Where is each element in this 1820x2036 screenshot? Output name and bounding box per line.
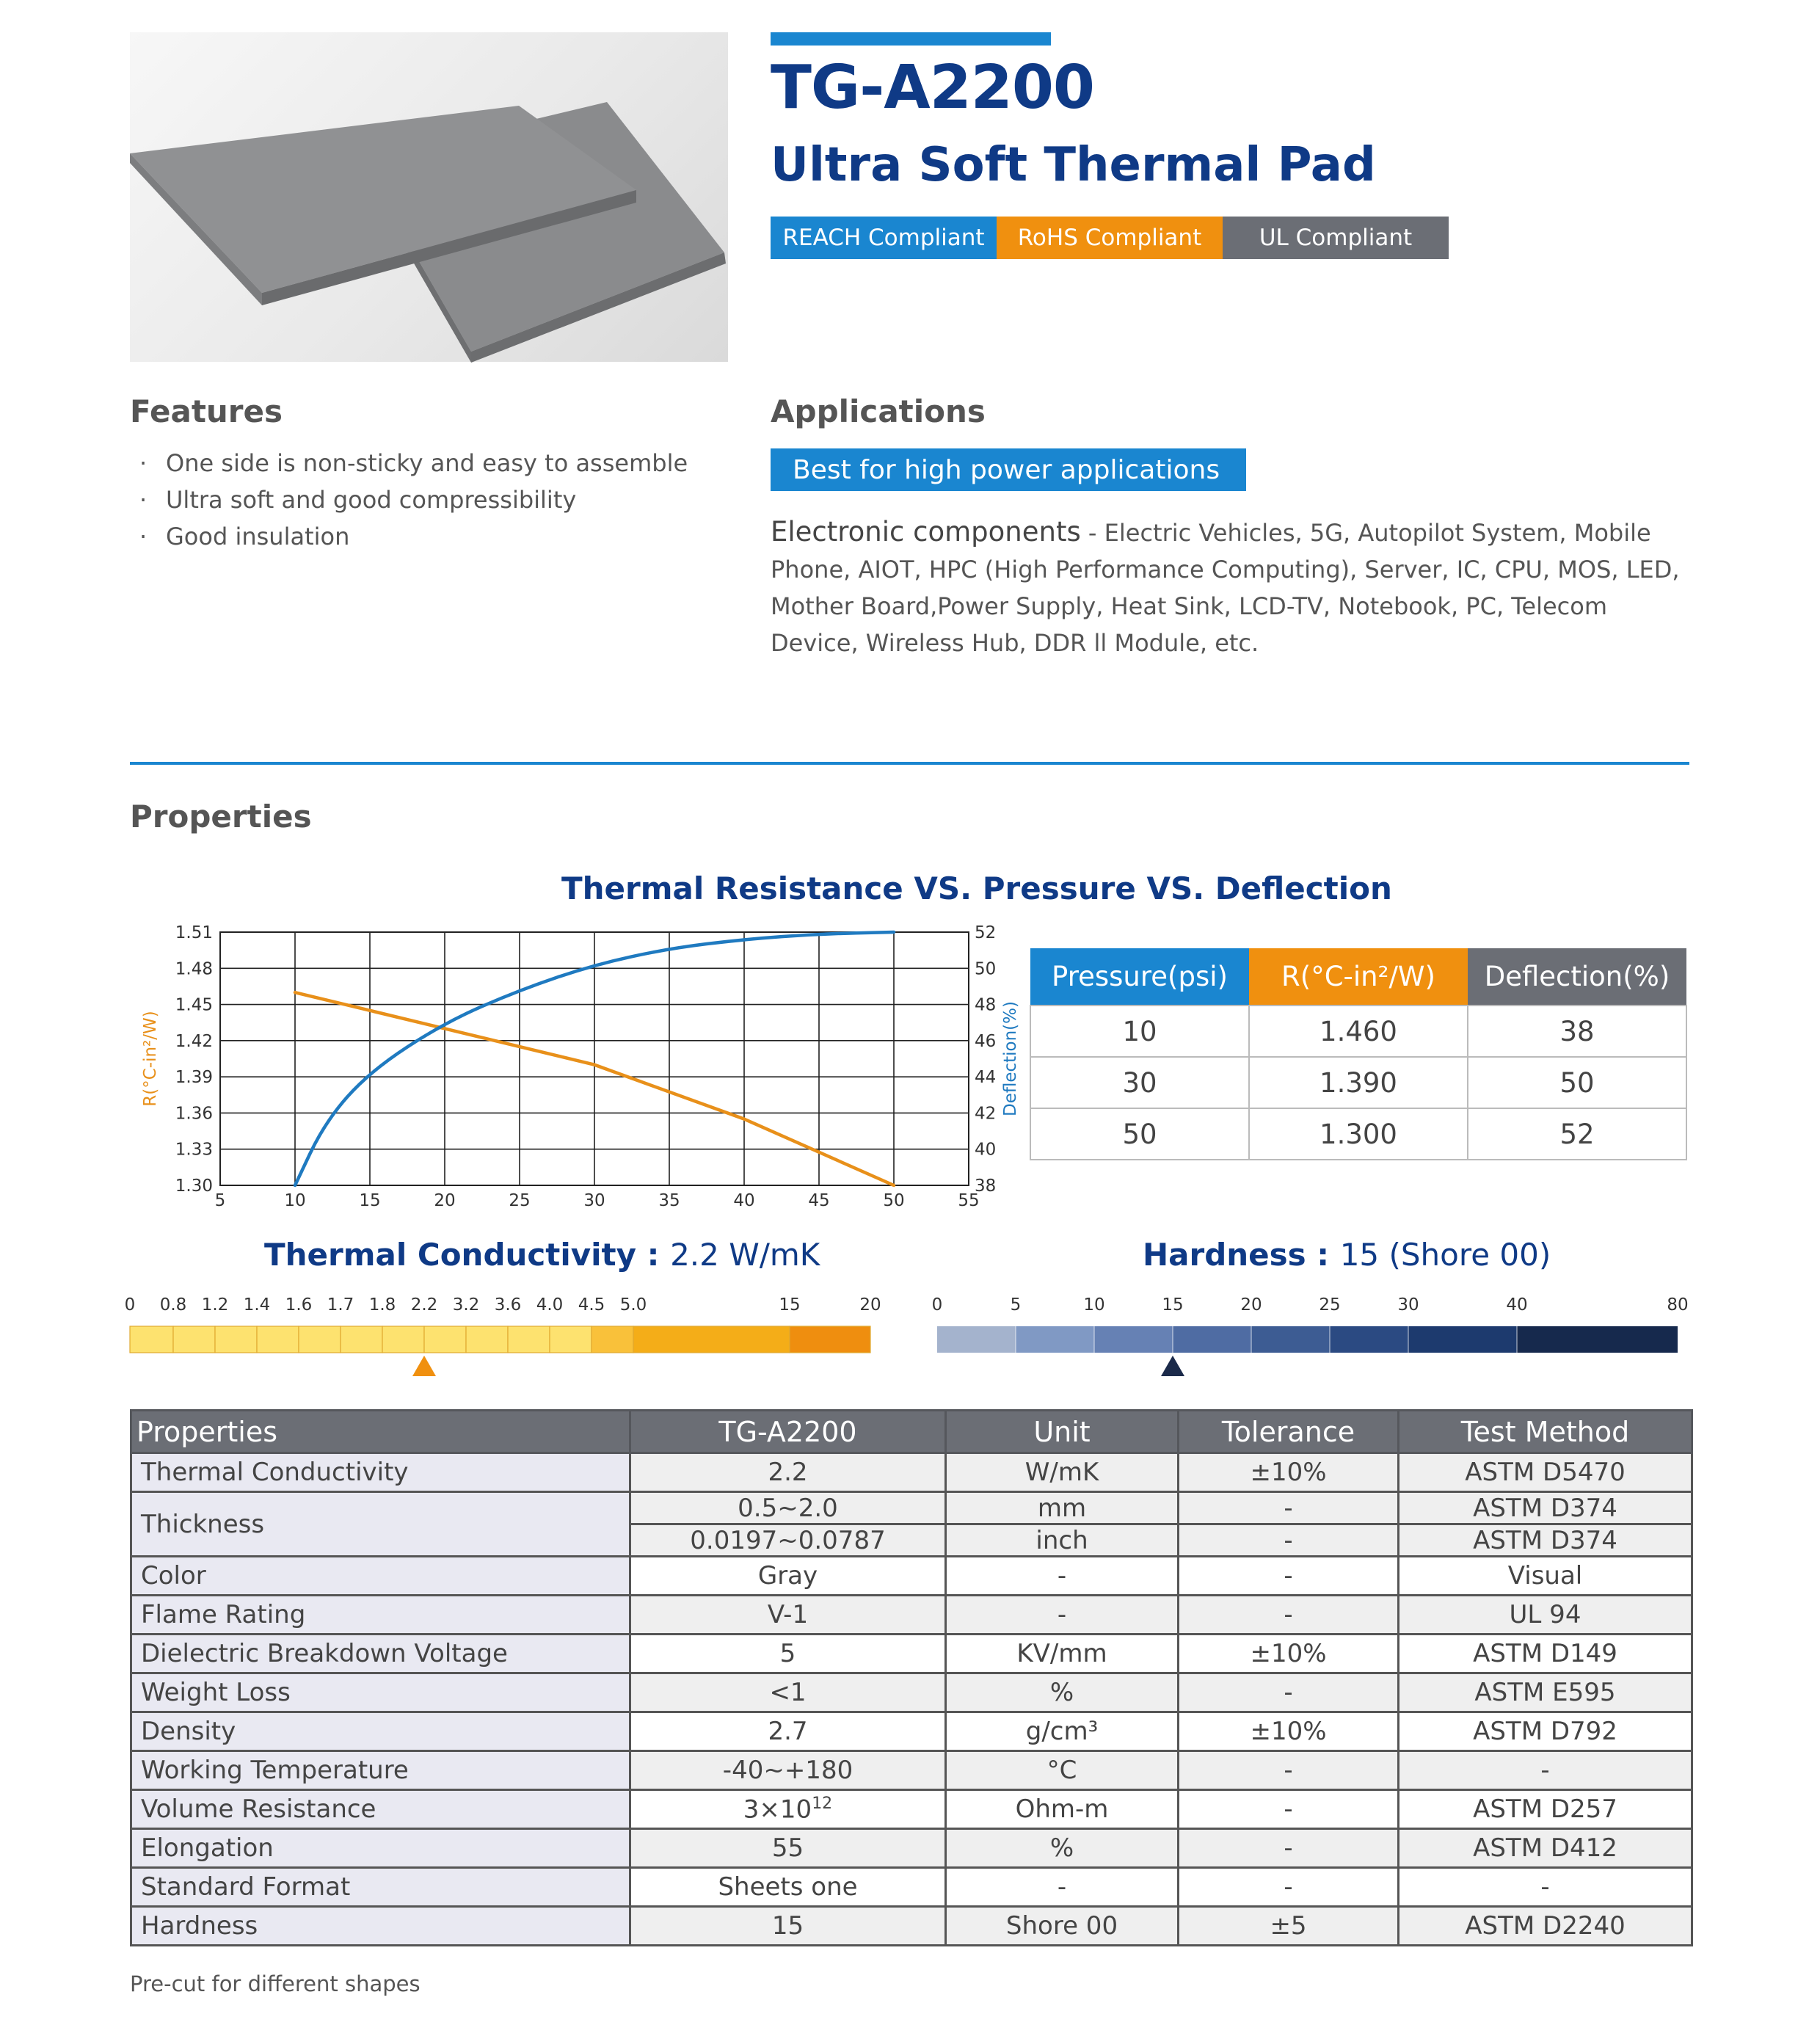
table-row	[131, 1453, 1692, 1492]
y-tick-label: 1.36	[175, 1104, 213, 1124]
row-unit: Shore 00	[946, 1907, 1179, 1946]
row-value: 2.2	[630, 1453, 946, 1492]
cell: 10	[1030, 1006, 1249, 1057]
scale-segment	[424, 1326, 466, 1353]
header-properties: Properties	[131, 1411, 630, 1453]
scale-tick-label: 5	[1010, 1295, 1022, 1315]
scale-segment	[382, 1326, 424, 1353]
scale-tick-label: 1.8	[368, 1295, 396, 1315]
cell: 1.300	[1249, 1108, 1468, 1160]
x-tick-label: 55	[958, 1191, 980, 1210]
row-method: ASTM D149	[1399, 1635, 1692, 1673]
header-test-method: Test Method	[1399, 1411, 1692, 1453]
y2-tick-label: 46	[975, 1031, 997, 1051]
row-tolerance: -	[1179, 1751, 1399, 1790]
scale-tick-label: 1.7	[327, 1295, 354, 1315]
row-tolerance: -	[1179, 1596, 1399, 1635]
row-value: 0.0197~0.0787	[630, 1524, 946, 1557]
scale-tick-label: 0.8	[159, 1295, 187, 1315]
row-label: Flame Rating	[131, 1596, 630, 1635]
x-tick-label: 30	[583, 1191, 605, 1210]
y2-axis-label: Deflection(%)	[1001, 1000, 1020, 1117]
row-unit: Ohm-m	[946, 1790, 1179, 1829]
scale-tick-label: 3.6	[494, 1295, 522, 1315]
table-row	[1030, 1006, 1686, 1057]
table-row	[131, 1907, 1692, 1946]
row-unit: mm	[946, 1492, 1179, 1524]
scale-segment	[937, 1326, 1016, 1353]
scale-tick-label: 2.2	[410, 1295, 438, 1315]
row-tolerance: -	[1179, 1673, 1399, 1712]
y2-tick-label: 40	[975, 1140, 997, 1160]
footnote: Pre-cut for different shapes	[130, 1971, 421, 1996]
row-value	[630, 1790, 946, 1829]
row-tolerance: -	[1179, 1524, 1399, 1557]
y2-tick-label: 44	[975, 1068, 997, 1088]
spec-table-header	[131, 1411, 1692, 1453]
row-tolerance: ±5	[1179, 1907, 1399, 1946]
y-tick-label: 1.48	[175, 959, 213, 979]
pressure-header: Pressure(psi)	[1030, 948, 1249, 1006]
row-unit: -	[946, 1557, 1179, 1596]
row-unit: W/mK	[946, 1453, 1179, 1492]
row-value: 0.5~2.0	[630, 1492, 946, 1524]
row-label: Elongation	[131, 1829, 630, 1868]
rohs-badge: RoHS Compliant	[997, 217, 1223, 259]
applications-badge: Best for high power applications	[771, 448, 1246, 491]
table-row	[131, 1712, 1692, 1751]
product-photo	[130, 32, 728, 362]
row-label: Volume Resistance	[131, 1790, 630, 1829]
resistance-header: R(°C-in²/W)	[1249, 948, 1468, 1006]
hardness-value: 15 (Shore 00)	[1339, 1237, 1551, 1273]
scale-tick-label: 1.6	[285, 1295, 313, 1315]
cell: 1.390	[1249, 1057, 1468, 1108]
x-tick-label: 15	[359, 1191, 381, 1210]
scale-tick-label: 5.0	[619, 1295, 647, 1315]
row-method: ASTM D257	[1399, 1790, 1692, 1829]
scale-tick-label: 1.4	[243, 1295, 271, 1315]
scale-segment	[299, 1326, 341, 1353]
row-label: Thermal Conductivity	[131, 1453, 630, 1492]
scale-segment	[550, 1326, 592, 1353]
scale-tick-label: 4.5	[578, 1295, 605, 1315]
table-row	[131, 1868, 1692, 1907]
row-label: Working Temperature	[131, 1751, 630, 1790]
section-divider	[130, 762, 1689, 765]
scale-segment	[341, 1326, 382, 1353]
hardness-title	[1143, 1237, 1551, 1273]
row-label: Weight Loss	[131, 1673, 630, 1712]
scale-tick-label: 15	[1162, 1295, 1184, 1315]
table-row	[131, 1829, 1692, 1868]
table-row	[131, 1790, 1692, 1829]
row-method: -	[1399, 1868, 1692, 1907]
table-row	[131, 1596, 1692, 1635]
scale-segment	[633, 1326, 790, 1353]
scale-tick-label: 20	[859, 1295, 881, 1315]
row-value: 15	[630, 1907, 946, 1946]
deflection-header: Deflection(%)	[1468, 948, 1686, 1006]
scale-segment	[1408, 1326, 1517, 1353]
row-method: ASTM D412	[1399, 1829, 1692, 1868]
features-heading: Features	[130, 393, 283, 429]
spec-table	[130, 1409, 1693, 1946]
header-tolerance: Tolerance	[1179, 1411, 1399, 1453]
row-value: <1	[630, 1673, 946, 1712]
row-unit: -	[946, 1868, 1179, 1907]
scale-segment	[1330, 1326, 1408, 1353]
scale-segment	[1016, 1326, 1094, 1353]
y-tick-label: 1.42	[175, 1031, 213, 1051]
scale-tick-label: 4.0	[536, 1295, 564, 1315]
scale-segment	[257, 1326, 299, 1353]
y-tick-label: 1.39	[175, 1068, 213, 1088]
row-method: ASTM D374	[1399, 1524, 1692, 1557]
row-tolerance: -	[1179, 1829, 1399, 1868]
y2-tick-label: 48	[975, 995, 997, 1015]
scale-segment	[1517, 1326, 1678, 1353]
row-method: ASTM D792	[1399, 1712, 1692, 1751]
scale-segment	[173, 1326, 215, 1353]
conductivity-scale	[110, 1288, 888, 1376]
feature-item: · Good insulation	[139, 518, 688, 555]
applications-text	[771, 514, 1688, 661]
row-label: Color	[131, 1557, 630, 1596]
scale-tick-label: 40	[1506, 1295, 1528, 1315]
row-method: -	[1399, 1751, 1692, 1790]
hardness-marker	[1161, 1356, 1184, 1376]
table-row	[131, 1635, 1692, 1673]
reach-badge: REACH Compliant	[771, 217, 997, 259]
thermal-resistance-chart	[132, 917, 1020, 1226]
scale-segment	[215, 1326, 257, 1353]
row-value: Sheets one	[630, 1868, 946, 1907]
x-tick-label: 25	[509, 1191, 531, 1210]
scale-segment	[1173, 1326, 1251, 1353]
cell: 1.460	[1249, 1006, 1468, 1057]
scale-tick-label: 1.2	[201, 1295, 229, 1315]
scale-segment	[790, 1326, 870, 1353]
y2-tick-label: 50	[975, 959, 997, 979]
conductivity-title	[264, 1237, 820, 1273]
table-row	[131, 1492, 1692, 1524]
row-tolerance: -	[1179, 1492, 1399, 1524]
pressure-table-header	[1030, 948, 1686, 1006]
header-unit: Unit	[946, 1411, 1179, 1453]
scale-tick-label: 0	[931, 1295, 943, 1315]
y-tick-label: 1.51	[175, 923, 213, 942]
row-unit: inch	[946, 1524, 1179, 1557]
row-value: 5	[630, 1635, 946, 1673]
properties-heading: Properties	[130, 799, 312, 835]
y-tick-label: 1.33	[175, 1140, 213, 1160]
cell: 38	[1468, 1006, 1686, 1057]
table-row	[131, 1751, 1692, 1790]
product-code: TG-A2200	[771, 53, 1094, 123]
row-method: ASTM D374	[1399, 1492, 1692, 1524]
scale-tick-label: 30	[1397, 1295, 1419, 1315]
y2-tick-label: 52	[975, 923, 997, 942]
y-tick-label: 1.45	[175, 995, 213, 1015]
applications-heading: Applications	[771, 393, 986, 429]
scale-tick-label: 20	[1240, 1295, 1262, 1315]
table-row	[1030, 1108, 1686, 1160]
y2-tick-label: 38	[975, 1177, 997, 1196]
conductivity-value: 2.2 W/mK	[670, 1237, 820, 1273]
pressure-table	[1030, 948, 1687, 1160]
scale-tick-label: 10	[1083, 1295, 1105, 1315]
header-product: TG-A2200	[630, 1411, 946, 1453]
row-label: Standard Format	[131, 1868, 630, 1907]
conductivity-label: Thermal Conductivity :	[264, 1237, 660, 1273]
x-tick-label: 20	[434, 1191, 456, 1210]
row-value: V-1	[630, 1596, 946, 1635]
row-label: Density	[131, 1712, 630, 1751]
row-method: ASTM D5470	[1399, 1453, 1692, 1492]
volume-resistance-base: 3×10	[743, 1795, 812, 1825]
row-unit: g/cm³	[946, 1712, 1179, 1751]
scale-tick-label: 25	[1319, 1295, 1341, 1315]
scale-tick-label: 0	[124, 1295, 136, 1315]
row-method: Visual	[1399, 1557, 1692, 1596]
table-row	[131, 1557, 1692, 1596]
row-label: Dielectric Breakdown Voltage	[131, 1635, 630, 1673]
scale-tick-label: 15	[779, 1295, 801, 1315]
row-tolerance: ±10%	[1179, 1453, 1399, 1492]
cell: 50	[1468, 1057, 1686, 1108]
thermal-pad-illustration	[130, 32, 728, 362]
applications-lead: Electronic components	[771, 516, 1081, 548]
row-label: Thickness	[131, 1492, 630, 1557]
cell: 50	[1030, 1108, 1249, 1160]
row-tolerance: ±10%	[1179, 1712, 1399, 1751]
y-tick-label: 1.30	[175, 1177, 213, 1196]
hardness-label: Hardness :	[1143, 1237, 1330, 1273]
row-method: ASTM D2240	[1399, 1907, 1692, 1946]
row-tolerance: -	[1179, 1868, 1399, 1907]
row-unit: -	[946, 1596, 1179, 1635]
x-tick-label: 10	[284, 1191, 306, 1210]
cell: 30	[1030, 1057, 1249, 1108]
volume-resistance-exponent: 12	[812, 1794, 833, 1813]
scale-segment	[1094, 1326, 1173, 1353]
applications-body: - Electric Vehicles, 5G, Autopilot System, Mobile Phone, AIOT, HPC (High Performance Computing), Server, IC, CPU, MOS, LED, Mother Board,Power Supply, Heat Sink, LCD-TV, Notebook, PC, Telecom Device, Wireless Hub, DDR ll Module, etc.	[771, 519, 1680, 657]
row-tolerance: -	[1179, 1790, 1399, 1829]
features-list	[139, 445, 688, 555]
feature-item: · Ultra soft and good compressibility	[139, 481, 688, 518]
scale-segment	[130, 1326, 173, 1353]
scale-segment	[466, 1326, 508, 1353]
row-value: 2.7	[630, 1712, 946, 1751]
scale-segment	[592, 1326, 633, 1353]
x-tick-label: 40	[733, 1191, 755, 1210]
ul-badge: UL Compliant	[1223, 217, 1449, 259]
x-tick-label: 50	[883, 1191, 905, 1210]
row-unit: °C	[946, 1751, 1179, 1790]
product-name: Ultra Soft Thermal Pad	[771, 138, 1376, 192]
scale-tick-label: 80	[1667, 1295, 1689, 1315]
row-unit: %	[946, 1673, 1179, 1712]
x-tick-label: 5	[214, 1191, 226, 1210]
row-method: ASTM E595	[1399, 1673, 1692, 1712]
y-axis-label: R(°C-in²/W)	[141, 1011, 160, 1107]
conductivity-marker	[412, 1356, 436, 1376]
row-unit: %	[946, 1829, 1179, 1868]
hardness-scale	[917, 1288, 1695, 1376]
row-tolerance: -	[1179, 1557, 1399, 1596]
row-method: UL 94	[1399, 1596, 1692, 1635]
row-label: Hardness	[131, 1907, 630, 1946]
row-value: -40~+180	[630, 1751, 946, 1790]
row-tolerance: ±10%	[1179, 1635, 1399, 1673]
y2-tick-label: 42	[975, 1104, 997, 1124]
scale-segment	[1251, 1326, 1330, 1353]
row-value: 55	[630, 1829, 946, 1868]
scale-segment	[508, 1326, 550, 1353]
x-tick-label: 35	[658, 1191, 680, 1210]
chart-title: Thermal Resistance VS. Pressure VS. Deflection	[561, 870, 1392, 906]
table-row	[1030, 1057, 1686, 1108]
table-row	[131, 1673, 1692, 1712]
x-tick-label: 45	[808, 1191, 830, 1210]
row-unit: KV/mm	[946, 1635, 1179, 1673]
scale-tick-label: 3.2	[452, 1295, 480, 1315]
cell: 52	[1468, 1108, 1686, 1160]
feature-item: · One side is non-sticky and easy to assemble	[139, 445, 688, 481]
row-value: Gray	[630, 1557, 946, 1596]
header-accent-bar	[771, 32, 1051, 46]
